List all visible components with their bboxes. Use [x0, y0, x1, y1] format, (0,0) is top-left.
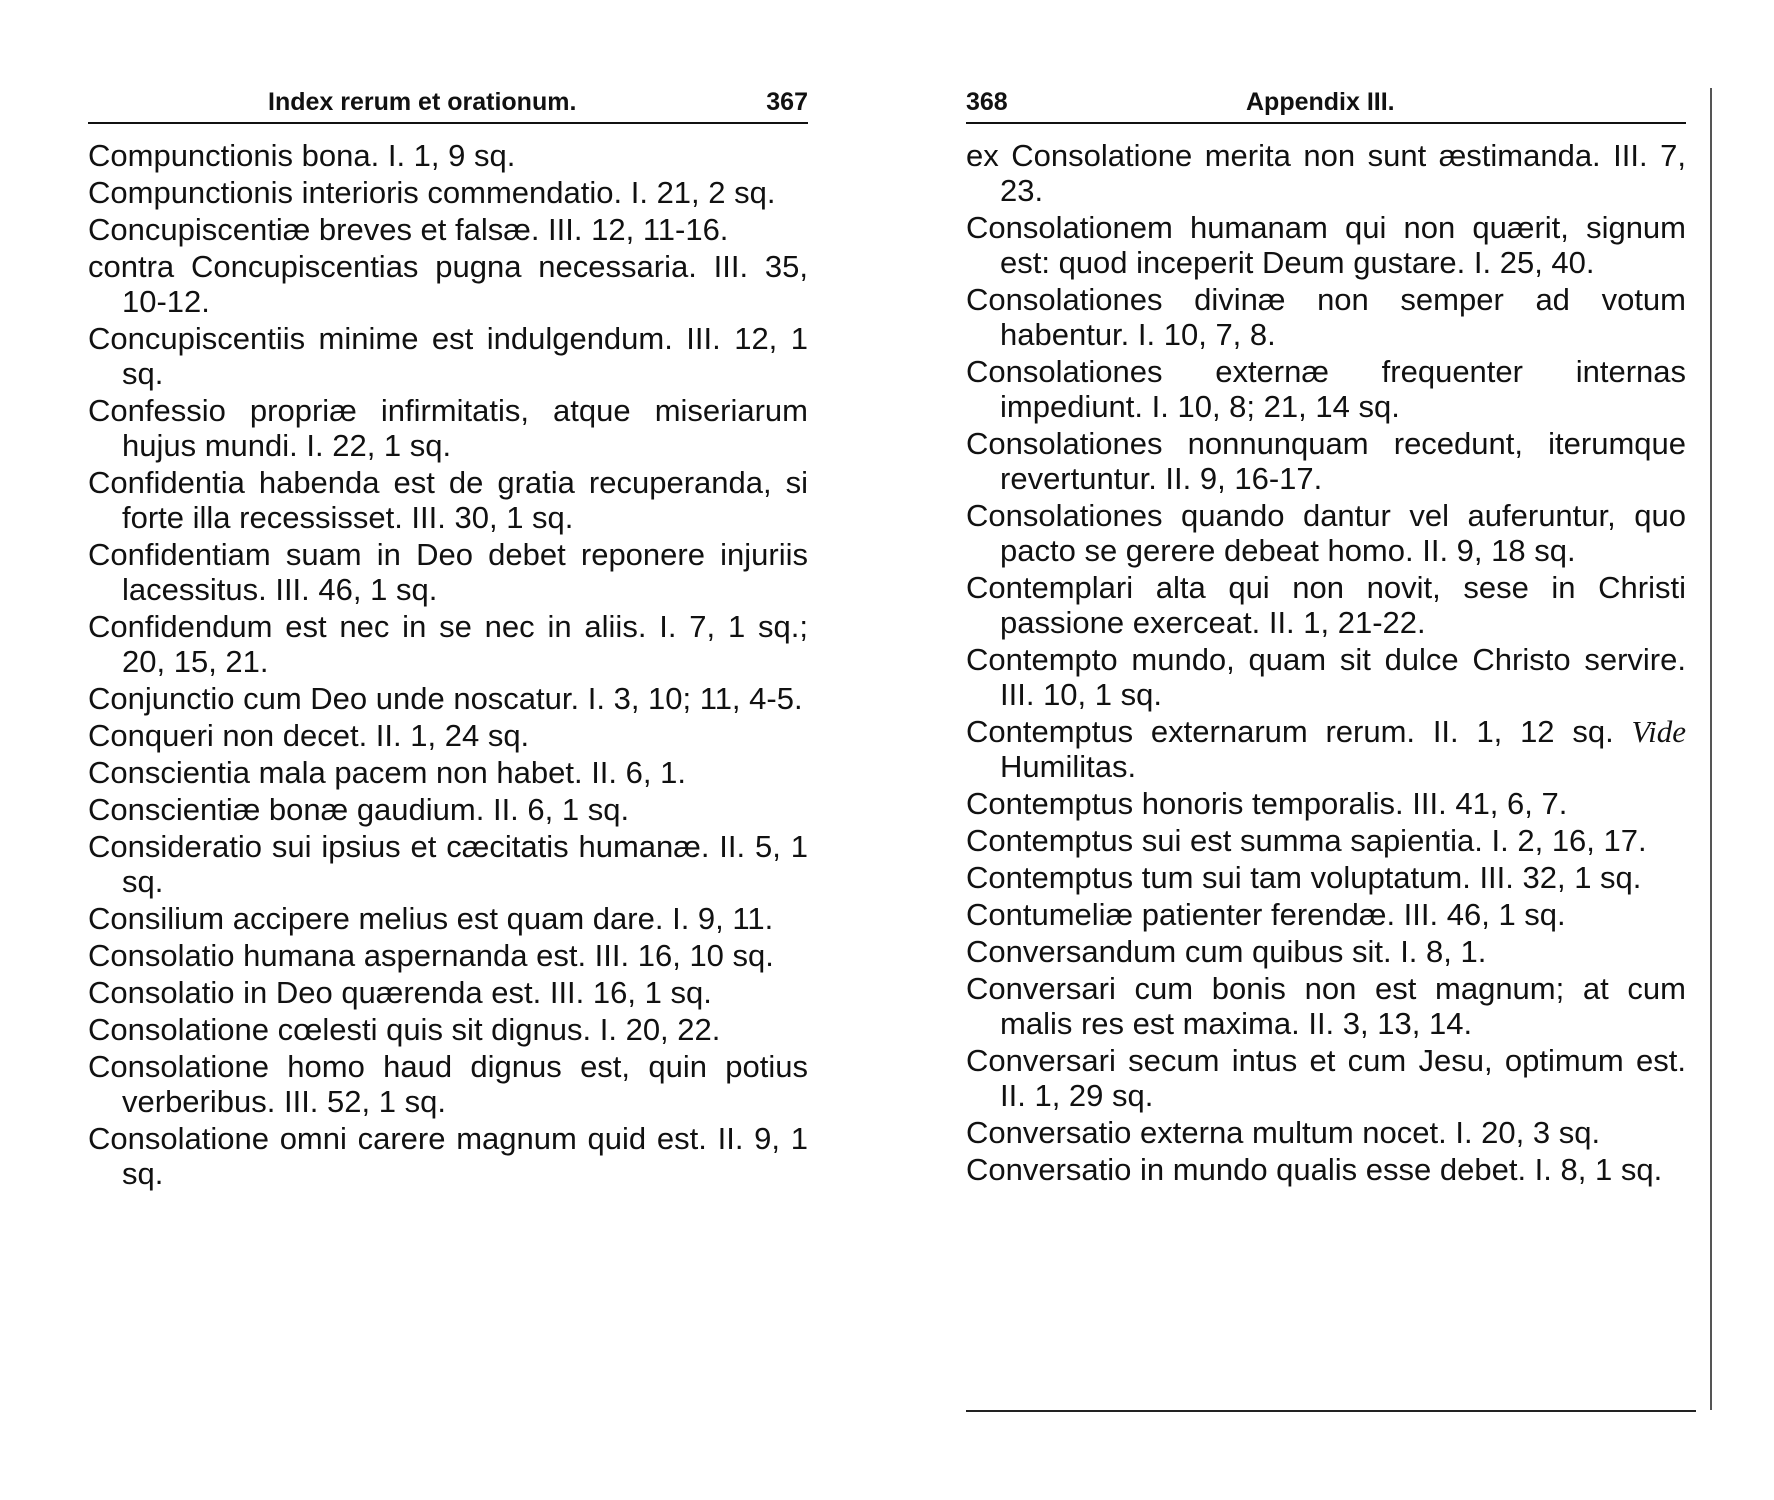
index-entry: Consilium accipere melius est quam dare. I. 9, 11. [88, 901, 774, 936]
index-entry: ex Consolatione merita non sunt æstimanda. III. 7, 23. [966, 138, 1686, 208]
index-entry: Confidentiam suam in Deo debet reponere injuriis lacessitus. III. 46, 1 sq. [88, 537, 808, 607]
index-entry: Concupiscentiæ breves et falsæ. III. 12, 11-16. [88, 212, 729, 247]
index-entry: Consolationes quando dantur vel auferuntur, quo pacto se gerere debeat homo. II. 9, 18 sq. [966, 498, 1686, 568]
index-entry: Confidendum est nec in se nec in aliis. I. 7, 1 sq.; 20, 15, 21. [88, 609, 808, 679]
left-page-number: 367 [766, 88, 808, 116]
right-running-head [966, 80, 1686, 122]
index-entry: Consolatio in Deo quærenda est. III. 16, 1 sq. [88, 975, 712, 1010]
index-entry: Consideratio sui ipsius et cæcitatis humanæ. II. 5, 1 sq. [88, 829, 808, 899]
left-page [88, 80, 808, 1193]
index-entry: Consolatione homo haud dignus est, quin potius verberibus. III. 52, 1 sq. [88, 1049, 808, 1119]
index-entry: contra Concupiscentias pugna necessaria. III. 35, 10-12. [88, 249, 808, 319]
left-header-rule [88, 122, 808, 124]
right-header-rule [966, 122, 1686, 124]
index-entry: Conversatio externa multum nocet. I. 20, 3 sq. [966, 1115, 1601, 1150]
entry-text: Contemptus externarum rerum. II. 1, 12 sq. [966, 714, 1614, 749]
right-page [966, 80, 1686, 1189]
left-running-head [88, 80, 808, 122]
index-entry: Consolationem humanam qui non quærit, signum est: quod inceperit Deum gustare. I. 25, 40. [966, 210, 1686, 280]
index-entry: Concupiscentiis minime est indulgendum. III. 12, 1 sq. [88, 321, 808, 391]
right-bottom-rule [966, 1410, 1696, 1412]
right-header-title: Appendix III. [1246, 88, 1395, 116]
index-entry: Contempto mundo, quam sit dulce Christo servire. III. 10, 1 sq. [966, 642, 1686, 712]
index-entry: Consolationes divinæ non semper ad votum habentur. I. 10, 7, 8. [966, 282, 1686, 352]
index-entry: Contemplari alta qui non novit, sese in Christi passione exerceat. II. 1, 21-22. [966, 570, 1686, 640]
vide-target: Humilitas. [1000, 749, 1137, 784]
index-entry: Contemptus tum sui tam voluptatum. III. 32, 1 sq. [966, 860, 1642, 895]
index-entry-with-vide [966, 714, 1686, 784]
index-entry: Consolatione cœlesti quis sit dignus. I. 20, 22. [88, 1012, 721, 1047]
index-entry: Consolatio humana aspernanda est. III. 16, 10 sq. [88, 938, 774, 973]
index-entry: Contumeliæ patienter ferendæ. III. 46, 1 sq. [966, 897, 1566, 932]
index-entry: Conscientiæ bonæ gaudium. II. 6, 1 sq. [88, 792, 630, 827]
index-entry: Contemptus sui est summa sapientia. I. 2, 16, 17. [966, 823, 1647, 858]
index-entry: Conversari secum intus et cum Jesu, optimum est. II. 1, 29 sq. [966, 1043, 1686, 1113]
right-index-entries [966, 138, 1686, 1187]
index-entry: Conversandum cum quibus sit. I. 8, 1. [966, 934, 1487, 969]
index-entry: Conscientia mala pacem non habet. II. 6, 1. [88, 755, 686, 790]
index-entry: Compunctionis interioris commendatio. I. 21, 2 sq. [88, 175, 776, 210]
vide-italic: Vide [1631, 714, 1686, 749]
index-entry: Confessio propriæ infirmitatis, atque miseriarum hujus mundi. I. 22, 1 sq. [88, 393, 808, 463]
index-entry: Conqueri non decet. II. 1, 24 sq. [88, 718, 530, 753]
index-entry: Consolationes nonnunquam recedunt, iterumque revertuntur. II. 9, 16-17. [966, 426, 1686, 496]
index-entry: Conversari cum bonis non est magnum; at cum malis res est maxima. II. 3, 13, 14. [966, 971, 1686, 1041]
index-entry: Conjunctio cum Deo unde noscatur. I. 3, 10; 11, 4-5. [88, 681, 803, 716]
index-entry: Compunctionis bona. I. 1, 9 sq. [88, 138, 516, 173]
left-index-entries [88, 138, 808, 1191]
index-entry: Confidentia habenda est de gratia recuperanda, si forte illa recessisset. III. 30, 1 sq. [88, 465, 808, 535]
index-entry: Consolationes externæ frequenter internas impediunt. I. 10, 8; 21, 14 sq. [966, 354, 1686, 424]
page-edge-line [1710, 88, 1712, 1410]
index-entry: Consolatione omni carere magnum quid est. II. 9, 1 sq. [88, 1121, 808, 1191]
index-entry: Conversatio in mundo qualis esse debet. I. 8, 1 sq. [966, 1152, 1663, 1187]
left-header-title: Index rerum et orationum. [268, 88, 577, 116]
right-page-number: 368 [966, 88, 1008, 116]
index-entry: Contemptus honoris temporalis. III. 41, 6, 7. [966, 786, 1568, 821]
